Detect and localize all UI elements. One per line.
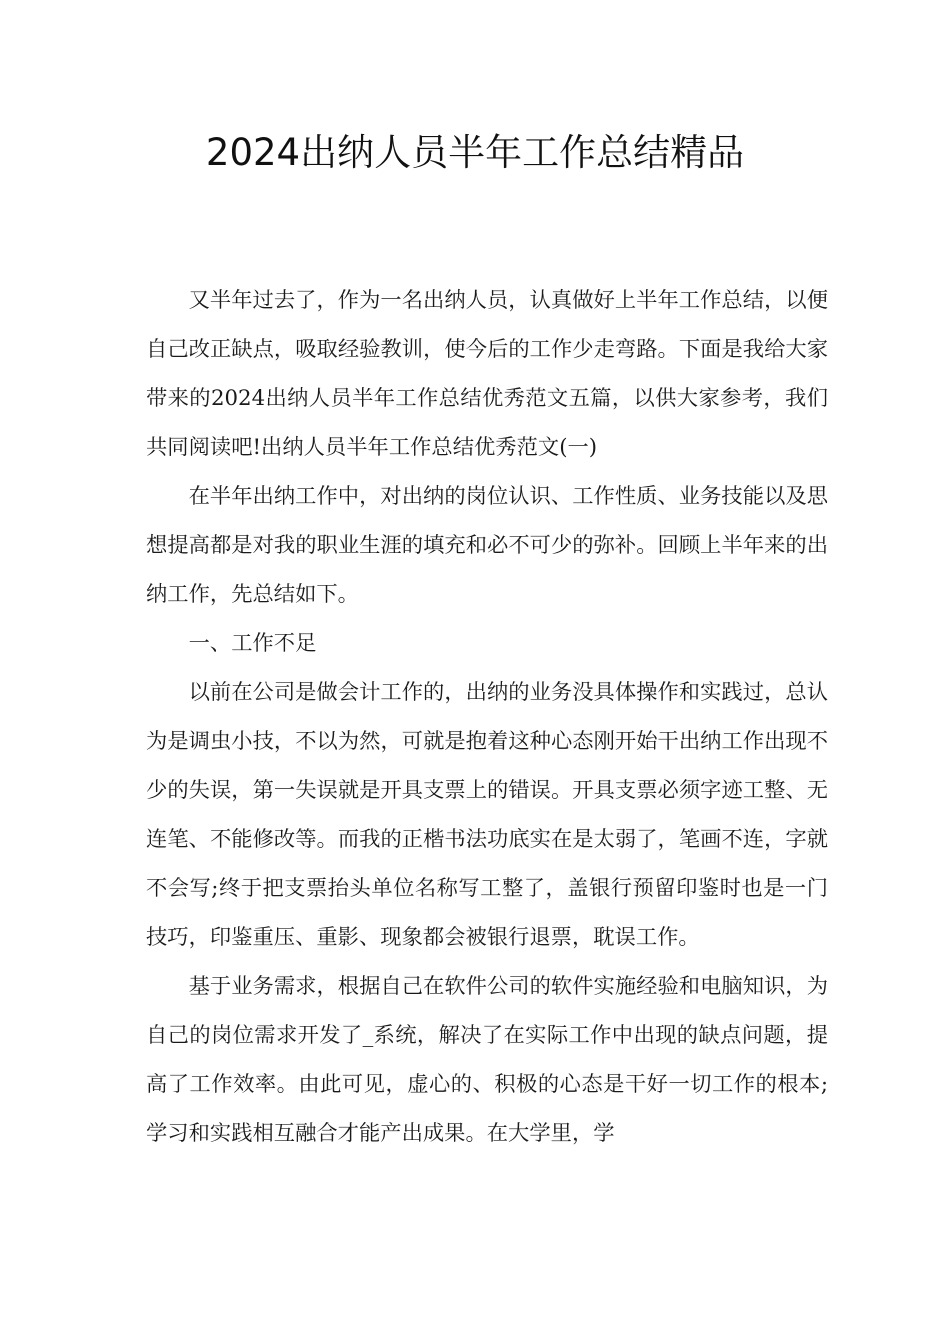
document-body	[146, 276, 828, 1158]
paragraph-overview: 在半年出纳工作中，对出纳的岗位认识、工作性质、业务技能以及思想提高都是对我的职业生涯的填充和必不可少的弥补。回顾上半年来的出纳工作，先总结如下。	[146, 484, 828, 607]
paragraph-intro: 又半年过去了，作为一名出纳人员，认真做好上半年工作总结，以便自己改正缺点，吸取经验教训，使今后的工作少走弯路。下面是我给大家带来的2024出纳人员半年工作总结优秀范文五篇，以供大家参考，我们共同阅读吧!出纳人员半年工作总结优秀范文(一)	[146, 288, 828, 460]
document-title: 2024出纳人员半年工作总结精品	[205, 131, 745, 174]
section-heading-work-shortcomings: 一、工作不足	[188, 631, 317, 656]
paragraph-system-development: 基于业务需求，根据自己在软件公司的软件实施经验和电脑知识，为自己的岗位需求开发了_系统，解决了在实际工作中出现的缺点问题，提高了工作效率。由此可见，虚心的、积极的心态是干好一切工作的根本;学习和实践相互融合才能产出成果。在大学里，学	[146, 974, 828, 1146]
paragraph-shortcomings: 以前在公司是做会计工作的，出纳的业务没具体操作和实践过，总认为是调虫小技，不以为然，可就是抱着这种心态刚开始干出纳工作出现不少的失误，第一失误就是开具支票上的错误。开具支票必须字迹工整、无连笔、不能修改等。而我的正楷书法功底实在是太弱了，笔画不连，字就不会写;终于把支票抬头单位名称写工整了，盖银行预留印鉴时也是一门技巧，印鉴重压、重影、现象都会被银行退票，耽误工作。	[146, 680, 828, 950]
